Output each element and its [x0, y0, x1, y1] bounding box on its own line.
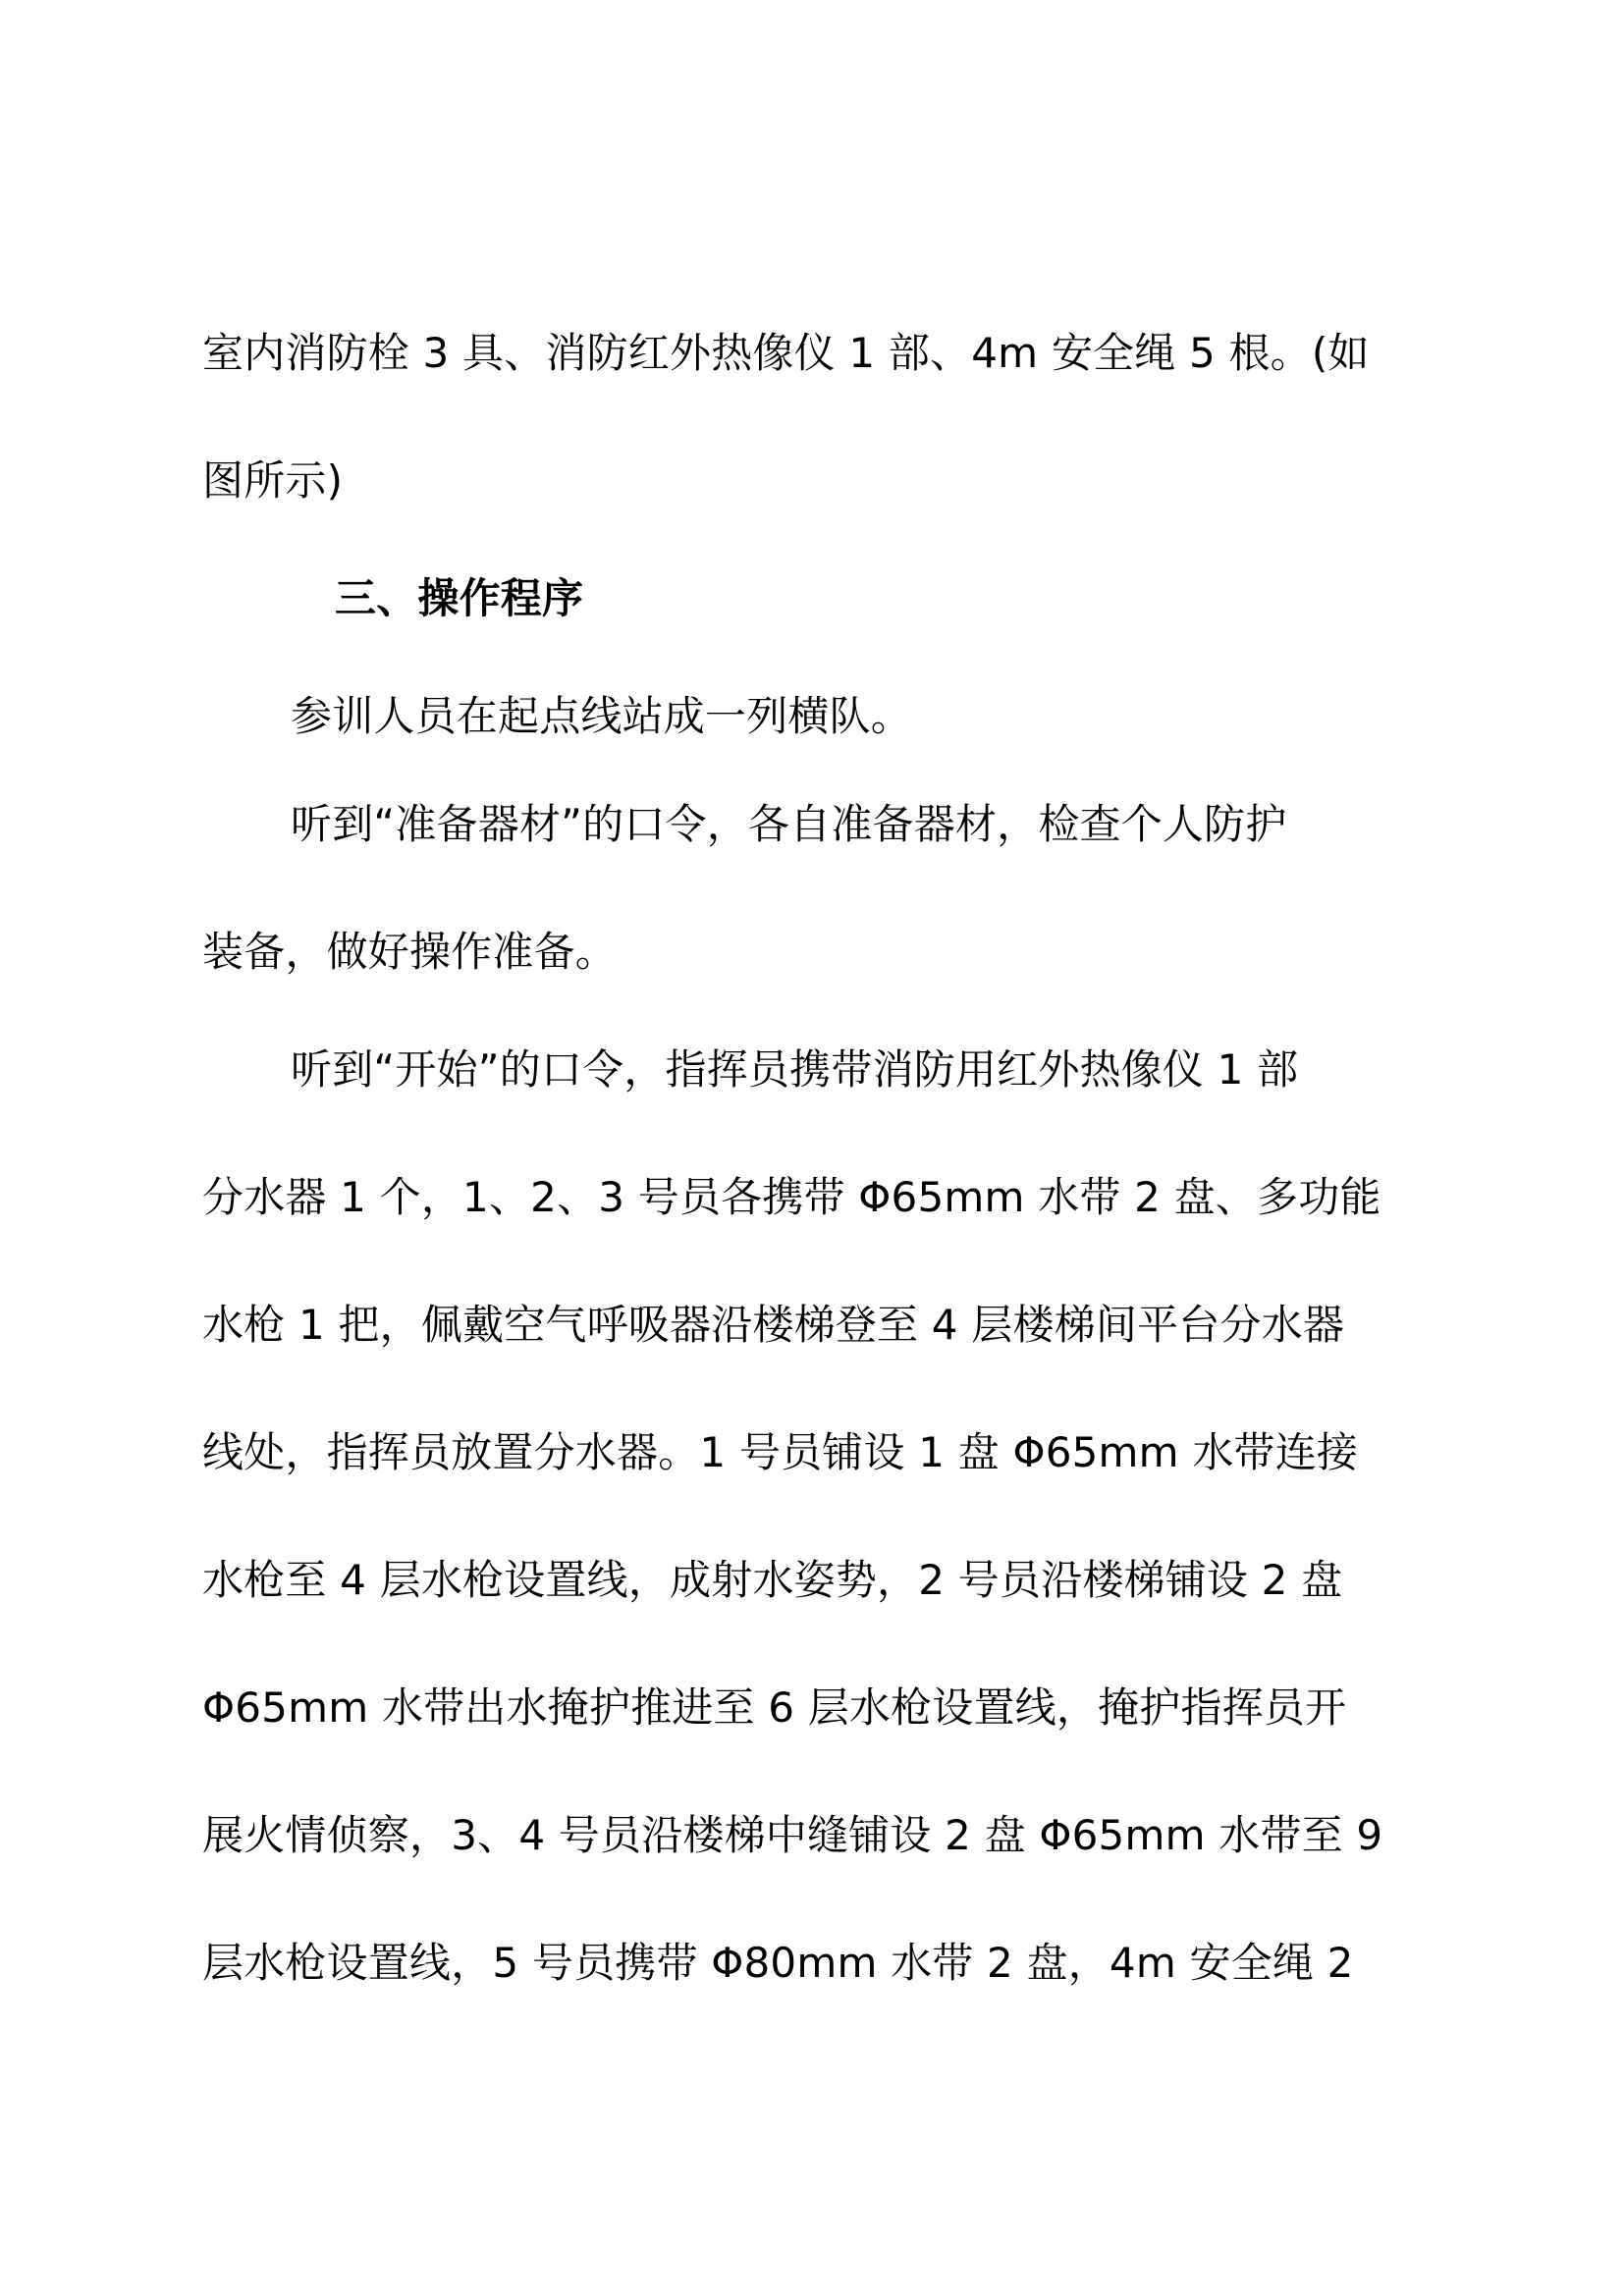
paragraph-line-start-2: 分水器 1 个，1、2、3 号员各携带 Φ65mm 水带 2 盘、多功能: [202, 1173, 1381, 1221]
paragraph-line-start-7: 展火情侦察，3、4 号员沿楼梯中缝铺设 2 盘 Φ65mm 水带至 9: [202, 1811, 1383, 1859]
paragraph-line-start-4: 线处，指挥员放置分水器。1 号员铺设 1 盘 Φ65mm 水带连接: [202, 1428, 1359, 1476]
paragraph-line-lineup: 参训人员在起点线站成一列横队。: [291, 692, 913, 740]
paragraph-line-prepare-1: 听到“准备器材”的口令，各自准备器材，检查个人防护: [291, 800, 1287, 848]
paragraph-line-equipment-2: 图所示): [202, 456, 344, 505]
paragraph-line-prepare-2: 装备，做好操作准备。: [202, 928, 618, 976]
paragraph-line-equipment-1: 室内消防栓 3 具、消防红外热像仪 1 部、4m 安全绳 5 根。(如: [202, 329, 1370, 377]
paragraph-line-start-6: Φ65mm 水带出水掩护推进至 6 层水枪设置线，掩护指挥员开: [202, 1683, 1347, 1732]
paragraph-line-start-1: 听到“开始”的口令，指挥员携带消防用红外热像仪 1 部: [291, 1045, 1299, 1094]
paragraph-line-start-5: 水枪至 4 层水枪设置线，成射水姿势，2 号员沿楼梯铺设 2 盘: [202, 1556, 1343, 1604]
paragraph-line-start-3: 水枪 1 把，佩戴空气呼吸器沿楼梯登至 4 层楼梯间平台分水器: [202, 1301, 1345, 1349]
paragraph-line-start-8: 层水枪设置线，5 号员携带 Φ80mm 水带 2 盘，4m 安全绳 2: [202, 1939, 1354, 1987]
section-heading: 三、操作程序: [335, 574, 584, 622]
